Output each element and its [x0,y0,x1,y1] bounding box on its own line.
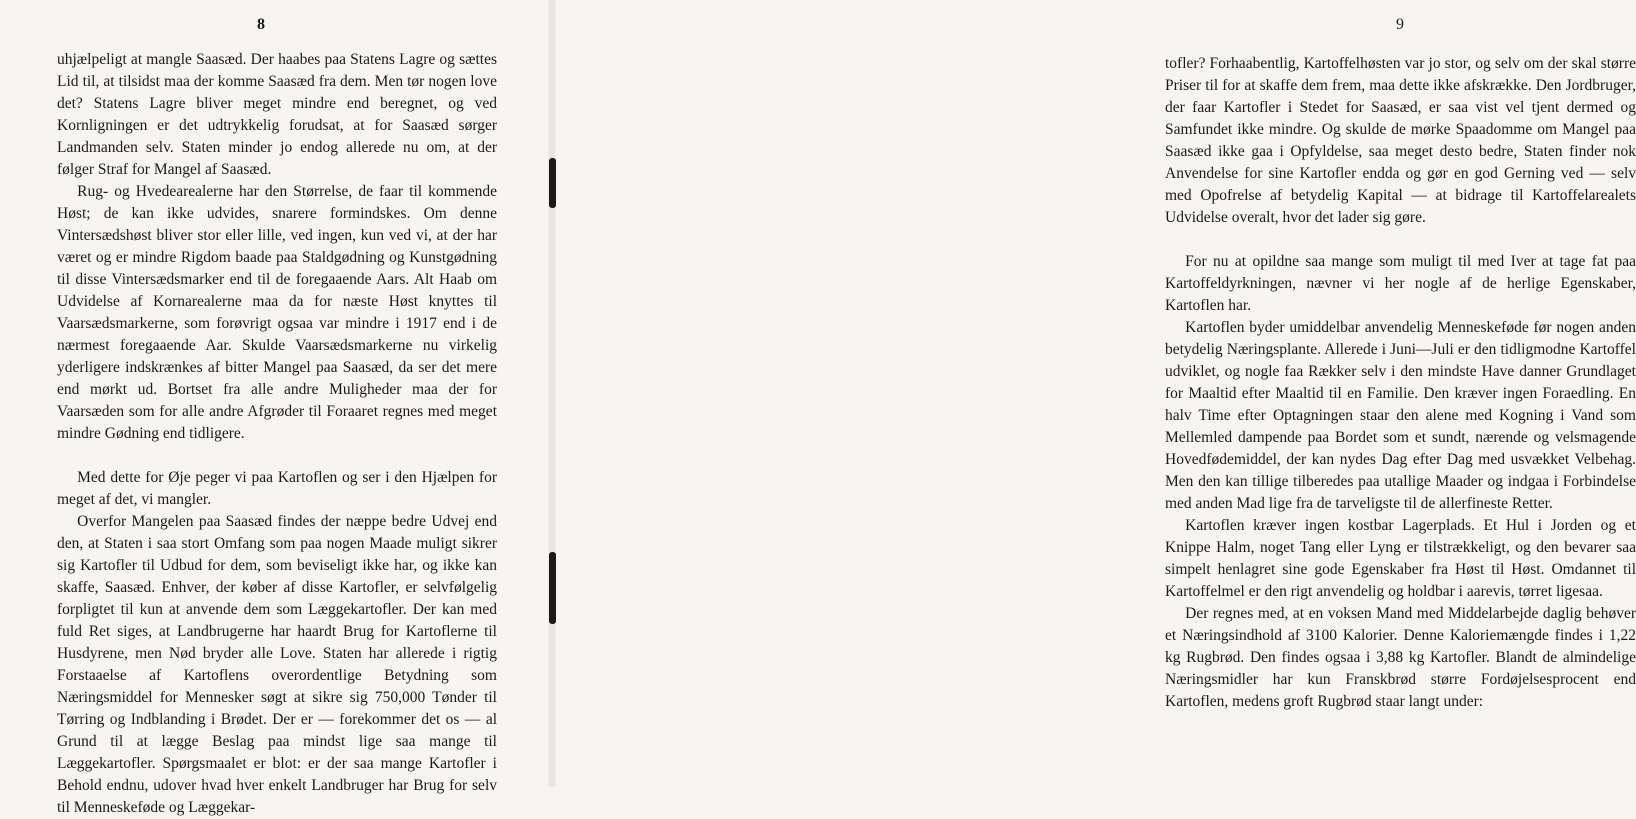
binding-clip-mark [549,552,556,624]
book-gutter [548,0,556,787]
paragraph: Kartoflen kræver ingen kostbar Lagerplads. Et Hul i Jorden og et Knippe Halm, noget Tang eller Lyng er tilstrækkeligt, og den bevarer saa simpelt henlagret sine gode Egenskaber fra Høst til Høst. Omdannet til Kartoffelmel er den rigt anvendelig og holdbar i aarevis, tørret ligesaa. [1165,517,1636,600]
paragraph: Der regnes med, at en voksen Mand med Middelarbejde daglig behøver et Næringsindhold af 3100 Kalorier. Denne Kaloriemængde findes i 1,22 kg Rugbrød. Den findes ogsaa i 3,88 kg Kartofler. Blandt de almindelige Næringsmidler har kun Franskbrød større Fordøjelsesprocent end Kartoflen, medens groft Rugbrød staar langt under: [1165,605,1636,710]
left-page [0,0,548,816]
binding-clip-mark [549,158,556,208]
paragraph: uhjælpeligt at mangle Saasæd. Der haabes paa Statens Lagre og sættes Lid til, at tilsidst maa der komme Saasæd fra dem. Men tør nogen love det? Statens Lagre bliver meget mindre end beregnet, og ved Kornligningen er det udtrykkelig forudsat, at for Saasæd sørger Landmanden selv. Staten minder jo endog allerede nu om, at der følger Straf for Mangel af Saasæd. [57,51,497,178]
paragraph: Med dette for Øje peger vi paa Kartoflen og ser i den Hjælpen for meget af det, vi mangler. [57,469,497,508]
page-number-right: 9 [1396,16,1404,33]
right-page-text [1165,53,1636,713]
left-page-text [57,49,497,819]
right-page [556,0,1636,787]
page-number-left: 8 [257,16,265,33]
paragraph: Rug- og Hvedearealerne har den Størrelse, de faar til kommende Høst; de kan ikke udvides, snarere formindskes. Om denne Vintersædshøst bliver stor eller lille, ved ingen, kun ved vi, at der har været og er mindre Rigdom baade paa Staldgødning og Kunstgødning til disse Vintersædsmarker end til de foregaaende Aars. Alt Haab om Udvidelse af Kornarealerne maa da for næste Høst knyttes til Vaarsædsmarkerne, som forøvrigt ogsaa var mindre i 1917 end i de nærmest foregaaende Aar. Skulde Vaarsædsmarkerne nu virkelig yderligere indskrænkes af bitter Mangel paa Saasæd, da ser det mere end mørkt ud. Bortset fra alle andre Muligheder maa der for Vaarsæden som for alle andre Afgrøder til Foraaret regnes med meget mindre Gødning end tidligere. [57,183,497,442]
paragraph: For nu at opildne saa mange som muligt til med Iver at tage fat paa Kartoffeldyrkningen, nævner vi her nogle af de herlige Egenskaber, Kartoflen har. [1165,253,1636,314]
paragraph: Kartoflen byder umiddelbar anvendelig Menneskeføde før nogen anden betydelig Næringsplante. Allerede i Juni—Juli er den tidligmodne Kartoffel udviklet, og nogle faa Rækker selv i den mindste Have danner Grundlaget for Maaltid efter Maaltid til en Familie. Den kræver ingen Foraedling. En halv Time efter Optagningen staar den alene med Kogning i Vand som Mellemled dampende paa Bordet som et sundt, nærende og velsmagende Hovedfødemiddel, der kan nydes Dag efter Dag med usvækket Velbehag. Men den kan tillige tilberedes paa utallige Maader og indgaa i Forbindelse med anden Mad lige fra de tarveligste til de allerfineste Retter. [1165,319,1636,512]
paragraph: tofler? Forhaabentlig, Kartoffelhøsten var jo stor, og selv om der skal større Priser til for at skaffe dem frem, maa dette ikke afskrække. Den Jordbruger, der faar Kartofler i Stedet for Saasæd, er saa vist vel tjent dermed og Samfundet ikke mindre. Og skulde de mørke Spaadomme om Mangel paa Saasæd ikke gaa i Opfyldelse, saa meget desto bedre, Staten finder nok Anvendelse for sine Kartofler endda og gør en god Gerning ved — selv med Opofrelse af betydelig Kapital — at bidrage til Kartoffelarealets Udvidelse overalt, hvor det lader sig gøre. [1165,55,1636,226]
paragraph: Overfor Mangelen paa Saasæd findes der næppe bedre Udvej end den, at Staten i saa stort Omfang som paa nogen Maade muligt sikrer sig Kartofler til Udbud for dem, som beviseligt ikke har, og ikke kan skaffe, Saasæd. Enhver, der køber af disse Kartofler, er selvfølgelig forpligtet til kun at anvende dem som Læggekartofler. Der kan med fuld Ret siges, at Landbrugerne har haardt Brug for Kartoflerne til Husdyrene, men Nød bryder alle Love. Staten har allerede i rigtig Forstaaelse af Kartoflens overordentlige Betydning som Næringsmiddel for Mennesker søgt at sikre sig 750,000 Tønder til Tørring og Indblanding i Brødet. Der er — forekommer det os — al Grund til at lægge Beslag paa mindst lige saa mange til Læggekartofler. Spørgsmaalet er blot: er der saa mange Kartofler i Behold endnu, udover hvad hver enkelt Landbruger har Brug for selv til Menneskeføde og Læggekar- [57,513,497,816]
